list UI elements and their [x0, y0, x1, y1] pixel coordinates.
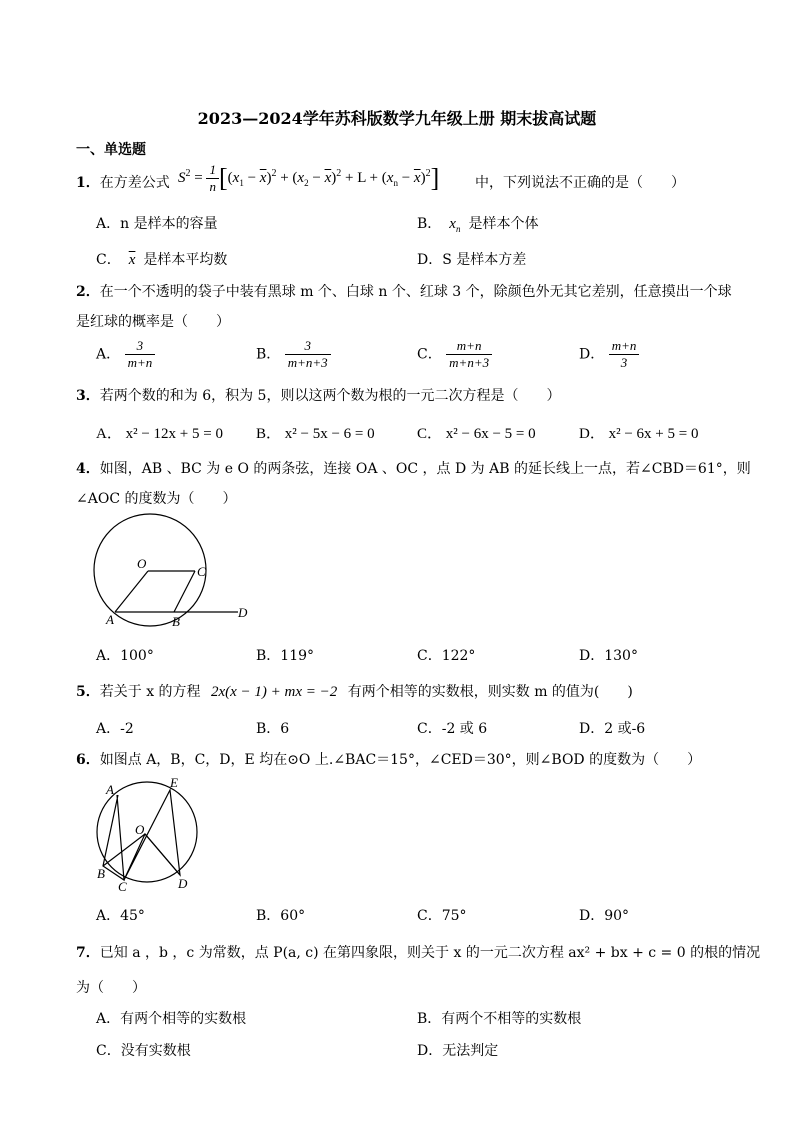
option-d: D． $\frac{m+n}{3}$: [579, 338, 639, 371]
question-4-line2: ∠AOC 的度数为（ ）: [76, 491, 237, 507]
question-4: 4．如图，AB 、BC 为 e O 的两条弦，连接 OA 、OC ，点 D 为 AB 的延长线上一点，若∠CBD＝61°，则: [76, 461, 751, 477]
label-d: D: [238, 605, 248, 620]
option-c: C．没有实数根: [96, 1043, 191, 1059]
label-a: A: [106, 612, 114, 627]
option-d: D．无法判定: [417, 1043, 499, 1059]
question-7: 7．已知 a ，b ，c 为常数，点 P(a, c) 在第四象限，则关于 x 的一元二次方程 ax² + bx + c = 0 的根的情况: [76, 945, 761, 961]
option-b: B． $x_n$ 是样本个体: [417, 216, 539, 234]
question-3: 3．若两个数的和为 6，积为 5，则以这两个数为根的一元二次方程是（ ）: [76, 388, 561, 404]
option-c: C． $\frac{m+n}{m+n+3}$: [417, 338, 492, 371]
label-b: B: [172, 614, 180, 629]
option-d: D．90°: [579, 908, 630, 924]
option-d: D．130°: [579, 648, 638, 664]
label-a: A: [106, 782, 114, 797]
label-o: O: [135, 822, 145, 837]
question-number: 1．: [76, 175, 100, 191]
question-7-line2: 为（ ）: [76, 980, 146, 996]
question-text: 在方差公式: [99, 175, 170, 191]
label-b: B: [97, 866, 105, 881]
option-c: C．75°: [417, 908, 467, 924]
option-b: B．60°: [256, 908, 306, 924]
label-e: E: [170, 775, 178, 790]
question-2: 2．在一个不透明的袋子中装有黑球 m 个、白球 n 个、红球 3 个，除颜色外无其它差别，任意摸出一个球: [76, 284, 732, 300]
option-c: C．122°: [417, 648, 476, 664]
option-b: B．119°: [256, 648, 315, 664]
question-6: 6．如图点 A，B，C，D，E 均在⊙O 上.∠BAC＝15°，∠CED＝30°，则∠BOD 的度数为（ ）: [76, 752, 702, 768]
option-a: A． $\frac{3}{m+n}$: [96, 338, 155, 371]
question-text-continued: 中，下列说法不正确的是（ ）: [475, 175, 685, 191]
option-c: C．-2 或 6: [417, 721, 488, 737]
question-2-line2: 是红球的概率是（ ）: [76, 314, 230, 330]
option-a: A．100°: [96, 648, 154, 664]
option-b: B．有两个不相等的实数根: [417, 1011, 582, 1027]
option-b: B．6: [256, 721, 290, 737]
option-b: B． x² − 5x − 6 = 0: [256, 426, 375, 442]
page-title: 2023—2024学年苏科版数学九年级上册 期末拔高试题: [197, 109, 597, 128]
section-heading: 一、单选题: [76, 142, 146, 158]
option-b: B． $\frac{3}{m+n+3}$: [256, 338, 331, 371]
label-o: O: [137, 556, 147, 571]
option-d: D．S 是样本方差: [417, 252, 527, 268]
variance-formula: $S^2$ = $\frac{1}{n}$ $[(x_1 - \overline{x})^2 + (x_2 - \overline{x})^2 + L + (x_n - \overline{x})^2]$: [178, 162, 440, 194]
option-d: D． x² − 6x + 5 = 0: [579, 426, 699, 442]
option-a: A． x² − 12x + 5 = 0: [96, 426, 223, 442]
option-a: A．45°: [96, 908, 145, 924]
option-d: D．2 或-6: [579, 721, 646, 737]
option-a: A．有两个相等的实数根: [96, 1011, 247, 1027]
equation: 2x(x − 1) + mx = −2: [211, 684, 338, 700]
question-5: 5．若关于 x 的方程 2x(x − 1) + mx = −2 有两个相等的实数根，则实数 m 的值为( ): [76, 684, 633, 700]
label-c: C: [197, 564, 206, 579]
option-a: A．-2: [96, 721, 134, 737]
option-c: C． x² − 6x − 5 = 0: [417, 426, 536, 442]
label-c: C: [118, 879, 127, 894]
option-a: A．n 是样本的容量: [96, 216, 218, 232]
label-d: D: [178, 876, 188, 891]
option-c: C． $\overline{x}$ 是样本平均数: [96, 252, 228, 268]
